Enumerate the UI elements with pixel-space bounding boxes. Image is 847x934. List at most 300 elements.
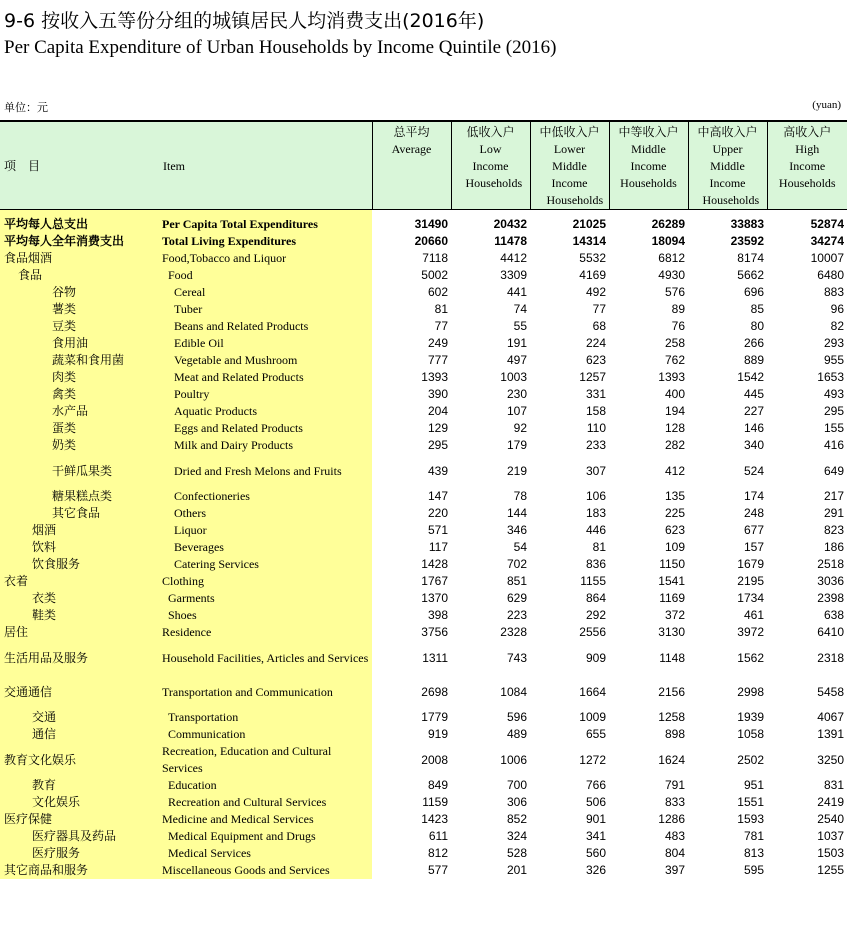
value-cell: 791: [664, 778, 685, 792]
row-label-cn: 通信: [0, 726, 159, 743]
row-label-en: Residence: [159, 624, 372, 641]
value-cell: 191: [506, 336, 527, 350]
value-cell: 158: [585, 404, 606, 418]
value-cell: 596: [506, 710, 527, 724]
value-cell: 493: [823, 387, 844, 401]
row-label-cn: 教育: [0, 777, 159, 794]
value-cell: 898: [664, 727, 685, 741]
row-label-en: Shoes: [159, 607, 372, 624]
value-cell: 1058: [737, 727, 764, 741]
value-cell: 4169: [579, 268, 606, 282]
value-cell: 55: [513, 319, 527, 333]
row-label-cn: 水产品: [0, 403, 159, 420]
value-cell: 602: [427, 285, 448, 299]
value-cell: 157: [743, 540, 764, 554]
table-row: [0, 352, 847, 369]
value-cell: 852: [506, 812, 527, 826]
value-cell: 179: [506, 438, 527, 452]
value-cell: 497: [506, 353, 527, 367]
value-cell: 461: [743, 608, 764, 622]
value-cell: 372: [664, 608, 685, 622]
value-cell: 295: [823, 404, 844, 418]
value-cell: 186: [823, 540, 844, 554]
value-cell: 346: [506, 523, 527, 537]
row-label-cn: 干鲜瓜果类: [0, 454, 159, 488]
table-row: [0, 777, 847, 794]
value-cell: 700: [506, 778, 527, 792]
value-cell: 1679: [737, 557, 764, 571]
row-label-en: Total Living Expenditures: [159, 233, 372, 250]
row-label-en: Food,Tobacco and Liquor: [159, 250, 372, 267]
table-row: [0, 420, 847, 437]
value-cell: 341: [585, 829, 606, 843]
row-label-en: Catering Services: [159, 556, 372, 573]
table-row: [0, 233, 847, 250]
value-cell: 1542: [737, 370, 764, 384]
expenditure-table-container: [0, 120, 847, 879]
row-label-en: Miscellaneous Goods and Services: [159, 862, 372, 879]
value-cell: 293: [823, 336, 844, 350]
value-cell: 1593: [737, 812, 764, 826]
value-cell: 777: [427, 353, 448, 367]
table-row: [0, 318, 847, 335]
value-cell: 571: [427, 523, 448, 537]
value-cell: 909: [585, 650, 606, 665]
row-label-cn: 医疗保健: [0, 811, 159, 828]
value-cell: 864: [585, 591, 606, 605]
row-label-en: Meat and Related Products: [159, 369, 372, 386]
value-cell: 295: [427, 438, 448, 452]
value-cell: 2518: [817, 557, 844, 571]
value-cell: 629: [506, 591, 527, 605]
value-cell: 919: [427, 727, 448, 741]
value-cell: 489: [506, 727, 527, 741]
value-cell: 117: [428, 540, 448, 554]
value-cell: 4412: [500, 251, 527, 265]
row-label-cn: 居住: [0, 624, 159, 641]
value-cell: 2419: [817, 795, 844, 809]
value-cell: 128: [664, 421, 685, 435]
row-label-en: Beverages: [159, 539, 372, 556]
table-row: [0, 210, 847, 234]
value-cell: 766: [585, 778, 606, 792]
table-row: [0, 607, 847, 624]
row-label-en: Education: [159, 777, 372, 794]
value-cell: 14314: [572, 234, 606, 248]
value-cell: 4930: [658, 268, 685, 282]
value-cell: 1169: [659, 591, 685, 605]
header-item-en: Item: [159, 121, 372, 210]
value-cell: 649: [823, 463, 844, 478]
value-cell: 331: [585, 387, 606, 401]
table-row: [0, 403, 847, 420]
row-label-cn: 烟酒: [0, 522, 159, 539]
value-cell: 3756: [421, 625, 448, 639]
value-cell: 1653: [817, 370, 844, 384]
value-cell: 74: [513, 302, 527, 316]
value-cell: 951: [743, 778, 764, 792]
value-cell: 1272: [579, 752, 606, 767]
value-cell: 219: [506, 463, 527, 478]
value-cell: 1257: [579, 370, 606, 384]
value-cell: 2502: [737, 752, 764, 767]
table-row: [0, 437, 847, 454]
value-cell: 445: [743, 387, 764, 401]
value-cell: 23592: [730, 234, 764, 248]
value-cell: 7118: [422, 251, 448, 265]
value-cell: 2195: [737, 574, 764, 588]
value-cell: 1311: [422, 650, 448, 665]
value-cell: 1562: [737, 650, 764, 665]
value-cell: 5458: [817, 684, 844, 699]
header-col-upper-middle: 中高收入户 Upper Middle Income Households: [688, 121, 767, 210]
value-cell: 82: [830, 319, 844, 333]
page-title-chinese: 9-6 按收入五等份分组的城镇居民人均消费支出(2016年): [4, 10, 485, 32]
header-item-cn: 项 目: [0, 121, 159, 210]
row-label-en: Medical Services: [159, 845, 372, 862]
value-cell: 34274: [810, 234, 844, 248]
row-label-en: Aquatic Products: [159, 403, 372, 420]
value-cell: 324: [506, 829, 527, 843]
value-cell: 560: [585, 846, 606, 860]
value-cell: 833: [664, 795, 685, 809]
table-row: [0, 624, 847, 641]
value-cell: 3972: [737, 625, 764, 639]
table-row: [0, 845, 847, 862]
value-cell: 224: [585, 336, 606, 350]
value-cell: 326: [585, 863, 606, 877]
value-cell: 831: [823, 778, 844, 792]
value-cell: 2328: [500, 625, 527, 639]
value-cell: 1255: [817, 863, 844, 877]
table-row: [0, 794, 847, 811]
value-cell: 1009: [579, 710, 606, 724]
row-label-en: Poultry: [159, 386, 372, 403]
header-col-high: 高收入户 High Income Households: [767, 121, 847, 210]
row-label-en: Others: [159, 505, 372, 522]
row-label-cn: 交通通信: [0, 675, 159, 709]
value-cell: 595: [743, 863, 764, 877]
value-cell: 901: [585, 812, 606, 826]
row-label-en: Dried and Fresh Melons and Fruits: [159, 454, 372, 488]
value-cell: 306: [506, 795, 527, 809]
value-cell: 220: [427, 506, 448, 520]
value-cell: 5002: [421, 268, 448, 282]
value-cell: 1624: [658, 752, 685, 767]
unit-label-chinese: 单位：元: [4, 101, 48, 114]
row-label-cn: 医疗器具及药品: [0, 828, 159, 845]
value-cell: 11478: [494, 234, 527, 248]
table-row: [0, 709, 847, 726]
row-label-cn: 生活用品及服务: [0, 641, 159, 675]
value-cell: 3309: [500, 268, 527, 282]
table-row: [0, 743, 847, 777]
value-cell: 266: [743, 336, 764, 350]
table-row: [0, 862, 847, 879]
value-cell: 146: [743, 421, 764, 435]
value-cell: 524: [743, 463, 764, 478]
table-row: [0, 505, 847, 522]
row-label-cn: 文化娱乐: [0, 794, 159, 811]
row-label-en: Confectioneries: [159, 488, 372, 505]
row-label-cn: 饮食服务: [0, 556, 159, 573]
value-cell: 655: [585, 727, 606, 741]
value-cell: 883: [823, 285, 844, 299]
value-cell: 781: [743, 829, 764, 843]
value-cell: 80: [750, 319, 764, 333]
table-row: [0, 811, 847, 828]
row-label-cn: 肉类: [0, 369, 159, 386]
value-cell: 1551: [737, 795, 764, 809]
row-label-en: Cereal: [159, 284, 372, 301]
row-label-en: Communication: [159, 726, 372, 743]
value-cell: 5532: [579, 251, 606, 265]
row-label-en: Garments: [159, 590, 372, 607]
value-cell: 3250: [817, 752, 844, 767]
value-cell: 2698: [421, 684, 448, 699]
row-label-en: Vegetable and Mushroom: [159, 352, 372, 369]
value-cell: 813: [743, 846, 764, 860]
value-cell: 439: [427, 463, 448, 478]
row-label-en: Transportation: [159, 709, 372, 726]
value-cell: 78: [513, 489, 527, 503]
value-cell: 6812: [658, 251, 685, 265]
value-cell: 1779: [421, 710, 448, 724]
value-cell: 762: [664, 353, 685, 367]
row-label-cn: 禽类: [0, 386, 159, 403]
value-cell: 812: [427, 846, 448, 860]
value-cell: 483: [664, 829, 685, 843]
table-row: [0, 250, 847, 267]
row-label-cn: 食品: [0, 267, 159, 284]
header-col-middle: 中等收入户 Middle Income Households: [609, 121, 688, 210]
value-cell: 8174: [737, 251, 764, 265]
value-cell: 106: [585, 489, 606, 503]
value-cell: 54: [513, 540, 527, 554]
value-cell: 174: [743, 489, 764, 503]
value-cell: 249: [427, 336, 448, 350]
value-cell: 223: [506, 608, 527, 622]
table-row: [0, 267, 847, 284]
row-label-cn: 蔬菜和食用菌: [0, 352, 159, 369]
value-cell: 2156: [658, 684, 685, 699]
value-cell: 230: [506, 387, 527, 401]
value-cell: 20432: [493, 217, 527, 231]
table-row: [0, 522, 847, 539]
value-cell: 3036: [817, 574, 844, 588]
row-label-en: Edible Oil: [159, 335, 372, 352]
value-cell: 696: [743, 285, 764, 299]
row-label-cn: 糖果糕点类: [0, 488, 159, 505]
value-cell: 92: [513, 421, 527, 435]
table-row: [0, 641, 847, 675]
value-cell: 1155: [580, 574, 606, 588]
expenditure-table: [0, 120, 847, 879]
value-cell: 10007: [810, 251, 844, 265]
value-cell: 77: [592, 302, 606, 316]
value-cell: 1084: [500, 684, 527, 699]
value-cell: 577: [427, 863, 448, 877]
value-cell: 217: [823, 489, 844, 503]
header-col-average: 总平均 Average: [372, 121, 451, 210]
table-row: [0, 675, 847, 709]
value-cell: 18094: [651, 234, 685, 248]
value-cell: 1939: [737, 710, 764, 724]
value-cell: 21025: [572, 217, 606, 231]
table-row: [0, 335, 847, 352]
value-cell: 851: [506, 574, 527, 588]
value-cell: 1006: [500, 752, 527, 767]
value-cell: 743: [506, 650, 527, 665]
value-cell: 109: [664, 540, 685, 554]
table-row: [0, 284, 847, 301]
value-cell: 2318: [817, 650, 844, 665]
value-cell: 1003: [500, 370, 527, 384]
value-cell: 1286: [658, 812, 685, 826]
value-cell: 204: [427, 404, 448, 418]
value-cell: 611: [428, 829, 448, 843]
value-cell: 1767: [421, 574, 448, 588]
row-label-en: Beans and Related Products: [159, 318, 372, 335]
value-cell: 26289: [651, 217, 685, 231]
value-cell: 412: [664, 463, 685, 478]
value-cell: 1037: [817, 829, 844, 843]
row-label-cn: 奶类: [0, 437, 159, 454]
table-row: [0, 539, 847, 556]
value-cell: 397: [664, 863, 685, 877]
value-cell: 804: [664, 846, 685, 860]
row-label-cn: 平均每人全年消费支出: [0, 233, 159, 250]
value-cell: 155: [823, 421, 844, 435]
value-cell: 441: [506, 285, 527, 299]
row-label-cn: 食用油: [0, 335, 159, 352]
row-label-cn: 食品烟酒: [0, 250, 159, 267]
value-cell: 1258: [658, 710, 685, 724]
table-row: [0, 573, 847, 590]
value-cell: 3130: [658, 625, 685, 639]
value-cell: 20660: [414, 234, 448, 248]
value-cell: 506: [585, 795, 606, 809]
table-row: [0, 590, 847, 607]
value-cell: 1148: [659, 650, 685, 665]
value-cell: 702: [506, 557, 527, 571]
table-row: [0, 828, 847, 845]
value-cell: 129: [427, 421, 448, 435]
value-cell: 68: [592, 319, 606, 333]
value-cell: 623: [664, 523, 685, 537]
row-label-en: Tuber: [159, 301, 372, 318]
value-cell: 307: [585, 463, 606, 478]
value-cell: 823: [823, 523, 844, 537]
value-cell: 52874: [810, 217, 844, 231]
value-cell: 201: [506, 863, 527, 877]
value-cell: 258: [664, 336, 685, 350]
value-cell: 107: [506, 404, 527, 418]
row-label-en: Medicine and Medical Services: [159, 811, 372, 828]
value-cell: 400: [664, 387, 685, 401]
value-cell: 6410: [817, 625, 844, 639]
value-cell: 81: [592, 540, 606, 554]
table-row: [0, 369, 847, 386]
row-label-cn: 医疗服务: [0, 845, 159, 862]
row-label-cn: 鞋类: [0, 607, 159, 624]
row-label-en: Medical Equipment and Drugs: [159, 828, 372, 845]
row-label-cn: 衣类: [0, 590, 159, 607]
value-cell: 248: [743, 506, 764, 520]
value-cell: 677: [743, 523, 764, 537]
value-cell: 76: [671, 319, 685, 333]
value-cell: 1393: [658, 370, 685, 384]
value-cell: 1159: [422, 795, 448, 809]
value-cell: 623: [585, 353, 606, 367]
value-cell: 1734: [737, 591, 764, 605]
table-row: [0, 386, 847, 403]
value-cell: 85: [750, 302, 764, 316]
value-cell: 225: [664, 506, 685, 520]
value-cell: 81: [434, 302, 448, 316]
value-cell: 836: [585, 557, 606, 571]
value-cell: 31490: [414, 217, 448, 231]
row-label-cn: 其它食品: [0, 505, 159, 522]
value-cell: 446: [585, 523, 606, 537]
value-cell: 2556: [579, 625, 606, 639]
page-title-english: Per Capita Expenditure of Urban Households by Income Quintile (2016): [4, 37, 557, 58]
value-cell: 340: [743, 438, 764, 452]
table-row: [0, 488, 847, 505]
row-label-en: Liquor: [159, 522, 372, 539]
value-cell: 955: [823, 353, 844, 367]
value-cell: 398: [427, 608, 448, 622]
row-label-en: Transportation and Communication: [159, 675, 372, 709]
row-label-cn: 平均每人总支出: [0, 210, 159, 234]
value-cell: 576: [664, 285, 685, 299]
value-cell: 849: [427, 778, 448, 792]
table-header: [0, 121, 847, 210]
value-cell: 492: [585, 285, 606, 299]
value-cell: 2998: [737, 684, 764, 699]
row-label-cn: 交通: [0, 709, 159, 726]
row-label-cn: 薯类: [0, 301, 159, 318]
row-label-cn: 其它商品和服务: [0, 862, 159, 879]
value-cell: 291: [823, 506, 844, 520]
header-col-low: 低收入户 Low Income Households: [451, 121, 530, 210]
value-cell: 390: [427, 387, 448, 401]
value-cell: 1428: [421, 557, 448, 571]
value-cell: 110: [586, 421, 606, 435]
value-cell: 1370: [421, 591, 448, 605]
row-label-en: Recreation, Education and Cultural Services: [159, 743, 372, 777]
unit-label-english: (yuan): [812, 99, 841, 111]
row-label-cn: 谷物: [0, 284, 159, 301]
value-cell: 33883: [730, 217, 764, 231]
value-cell: 1393: [421, 370, 448, 384]
row-label-en: Milk and Dairy Products: [159, 437, 372, 454]
row-label-en: Eggs and Related Products: [159, 420, 372, 437]
table-row: [0, 726, 847, 743]
row-label-cn: 衣着: [0, 573, 159, 590]
table-row: [0, 556, 847, 573]
value-cell: 1423: [421, 812, 448, 826]
value-cell: 528: [506, 846, 527, 860]
value-cell: 5662: [737, 268, 764, 282]
value-cell: 1391: [817, 727, 844, 741]
value-cell: 227: [743, 404, 764, 418]
value-cell: 194: [664, 404, 685, 418]
value-cell: 147: [427, 489, 448, 503]
value-cell: 1541: [658, 574, 685, 588]
value-cell: 889: [743, 353, 764, 367]
value-cell: 282: [664, 438, 685, 452]
